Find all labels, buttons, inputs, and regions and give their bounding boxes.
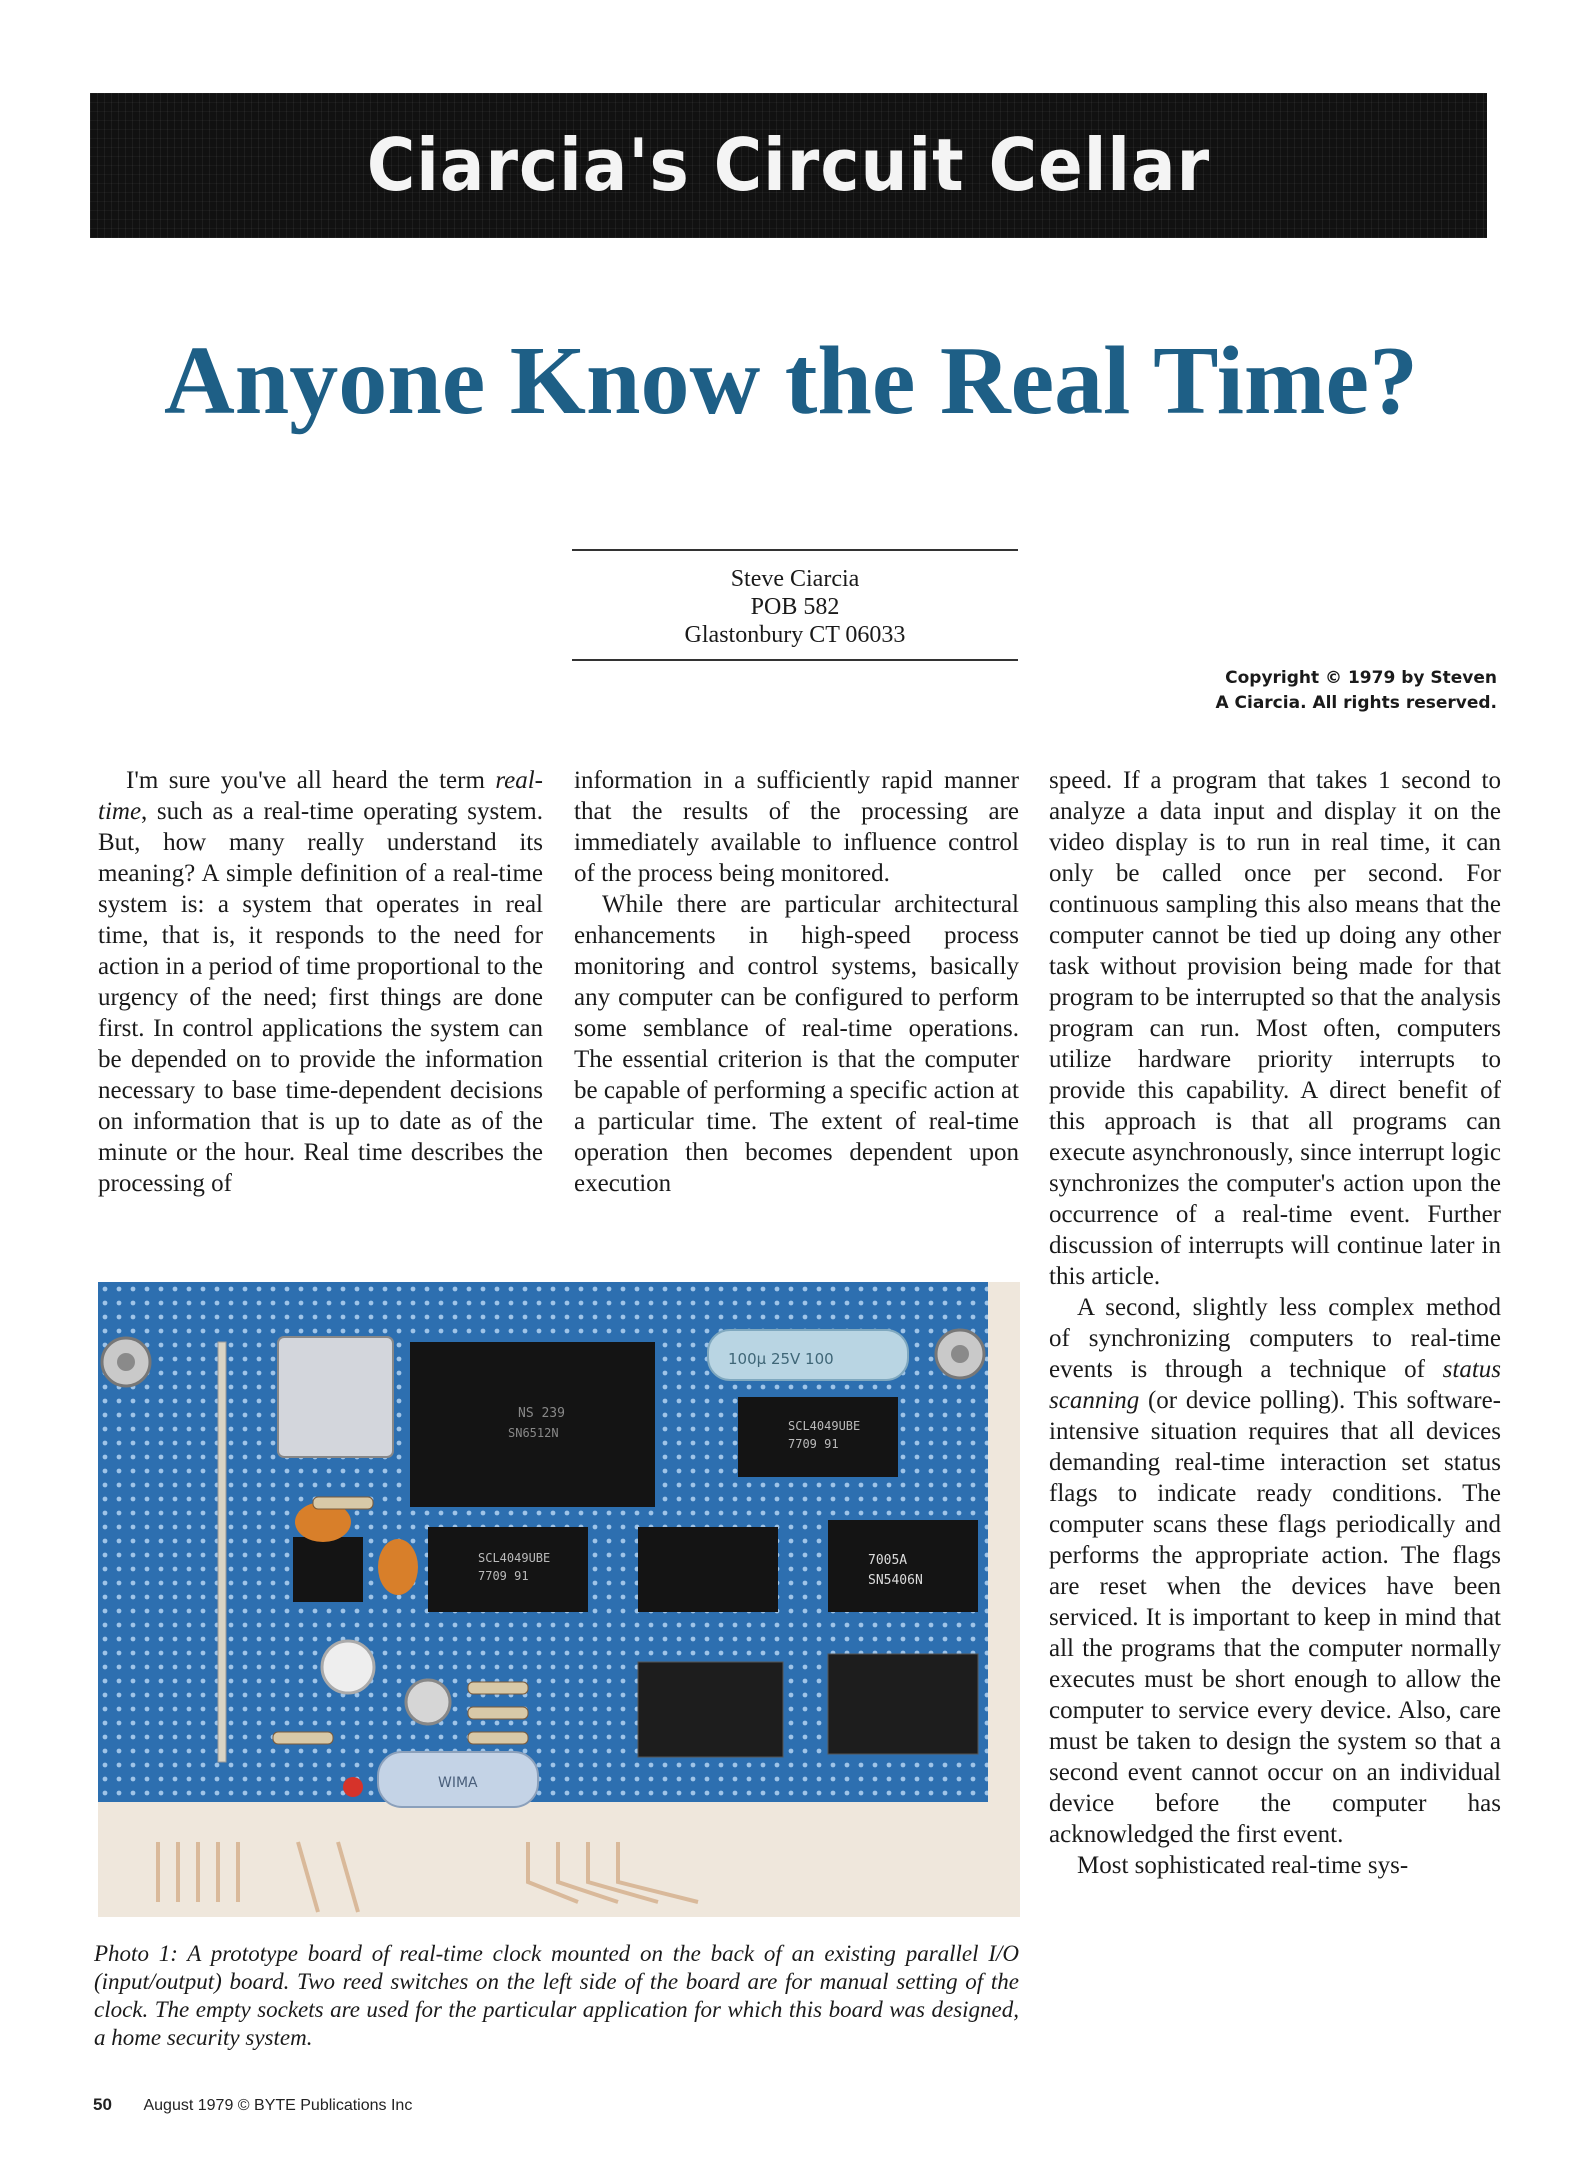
body-column-2 — [574, 765, 1019, 1199]
ic-chip-icon — [293, 1537, 363, 1602]
chip-label: 7005A — [868, 1553, 908, 1568]
chip-label: SCL4049UBE — [788, 1419, 861, 1433]
emphasis: real-time — [98, 767, 543, 825]
page-number: 50 — [93, 2095, 112, 2114]
empty-socket-icon — [828, 1654, 978, 1754]
emphasis: status scanning — [1049, 1356, 1501, 1414]
reed-switch-icon — [218, 1342, 226, 1762]
article-title: Anyone Know the Real Time? — [163, 327, 1419, 435]
column-banner — [90, 93, 1487, 238]
paragraph: Most sophisticated real-time sys- — [1077, 1852, 1409, 1879]
chip-label: 7709 91 — [478, 1569, 529, 1583]
text-run: , such as a real-time operating system. But, how many really understand its meaning? A simple definition of a real-time system is: a system that operates in real time, that is, it responds to the need for action in a period of time proportional to the urgency of the need; first things are done first. In control applications the system can be depended on to provide the information necessary to base time-dependent decisions on information that is up to date as of the minute or the hour. Real time describes the processing of — [98, 798, 543, 1197]
chip-label: SN6512N — [508, 1426, 559, 1440]
body-column-3 — [1049, 765, 1501, 1881]
paragraph — [98, 765, 543, 1199]
chip-label: SN5406N — [868, 1573, 923, 1588]
copyright-line2: A Ciarcia. All rights reserved. — [1215, 693, 1497, 713]
author-address-line1: POB 582 — [750, 594, 840, 620]
trimmer-icon — [322, 1641, 374, 1693]
capacitor-icon — [378, 1539, 418, 1595]
screw-icon — [406, 1680, 450, 1724]
chip-label: 100μ 25V 100 — [728, 1350, 834, 1368]
photo-caption: Photo 1: A prototype board of real-time clock mounted on the back of an existing parallel I/O (input/output) board. Two reed switches on the left side of the board are for manual setting of the clock. The empty sockets are used for the particular application for which this board was designed, a home security system. — [94, 1941, 1019, 2050]
page-footer — [93, 2095, 412, 2115]
chip-label: WIMA — [438, 1775, 478, 1791]
column-title: Ciarcia's Circuit Cellar — [366, 123, 1211, 208]
author-name: Steve Ciarcia — [730, 566, 860, 592]
chip-label: 7709 91 — [788, 1437, 839, 1451]
text-run: A second, slightly less complex method of synchronizing computers to real-time events is through a technique of — [1049, 1294, 1501, 1383]
text-run: (or device polling). This software-intensive situation requires that all devices demanding real-time interaction set status flags to indicate ready conditions. The computer scans these flags periodically and performs the appropriate action. The flags are reset when the devices have been serviced. It is important to keep in mind that all the programs that the computer normally executes must be short enough to allow the computer to service every device. Also, care must be taken to design the system so that a second event cannot occur on an individual device before the computer has acknowledged the first event. — [1049, 1387, 1501, 1848]
copyright-notice — [1177, 666, 1497, 716]
empty-socket-icon — [638, 1662, 783, 1757]
led-icon — [343, 1777, 363, 1797]
body-column-1 — [98, 765, 543, 1199]
photo-circuit-board — [98, 1282, 1020, 1917]
text-run: I'm sure you've all heard the term — [126, 767, 496, 794]
crystal-can-icon — [278, 1337, 393, 1457]
paragraph: information in a sufficiently rapid manner that the results of the processing are immediately available to influence control of the process being monitored. — [574, 767, 1019, 887]
ic-chip-icon — [410, 1342, 655, 1507]
copyright-line1: Copyright © 1979 by Steven — [1225, 668, 1497, 688]
ic-chip-icon — [638, 1527, 778, 1612]
paragraph — [1049, 1292, 1501, 1850]
paragraph: speed. If a program that takes 1 second to analyze a data input and display it on the video display is to run in real time, it can only be called once per second. For continuous sampling this also means that the computer cannot be tied up doing any other task without provision being made for that program to be interrupted so that the analysis program can run. Most often, computers utilize hardware priority interrupts to provide this capability. A direct benefit of this approach is that all programs can execute asynchronously, since interrupt logic synchronizes the computer's action upon the occurrence of a real-time event. Further discussion of interrupts will continue later in this article. — [1049, 767, 1501, 1290]
chip-label: SCL4049UBE — [478, 1551, 551, 1565]
circuit-board-illustration — [98, 1282, 1020, 1917]
author-byline — [572, 549, 1018, 661]
chip-label: NS 239 — [518, 1406, 565, 1421]
author-address-line2: Glastonbury CT 06033 — [684, 622, 906, 648]
publication-line: August 1979 © BYTE Publications Inc — [143, 2097, 413, 2114]
paragraph: While there are particular architectural enhancements in high-speed process monitoring and control systems, basically any computer can be configured to perform some semblance of real-time operations. The essential criterion is that the computer be capable of performing a specific action at a particular time. The extent of real-time operation then becomes dependent upon execution — [574, 891, 1019, 1197]
